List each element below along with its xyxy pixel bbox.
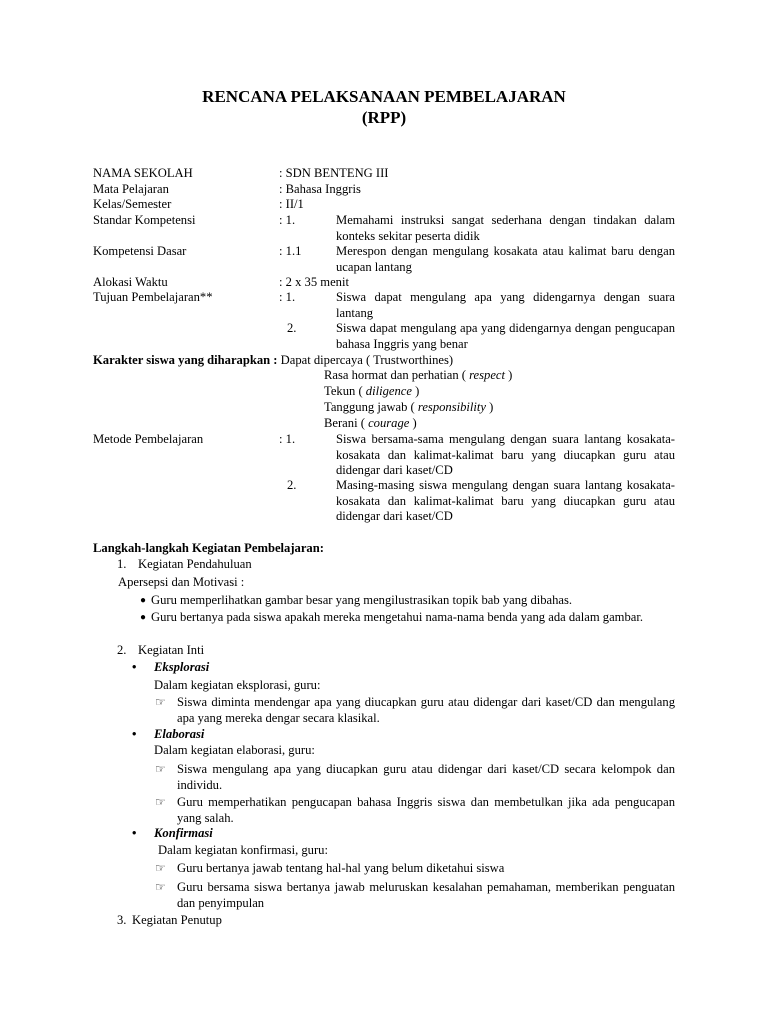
character-5 (324, 416, 417, 432)
character-3-term: diligence (365, 384, 412, 398)
method-text-1: Siswa bersama-sama mengulang dengan suara lantang kosakata-kosakata dan kalimat-kalimat baru yang diucapkan guru atau didengar dari kaset/CD (336, 432, 675, 477)
document-title: RENCANA PELAKSANAAN PEMBELAJARAN (202, 87, 566, 106)
character-2 (324, 368, 512, 384)
pointing-hand-icon: ☞ (155, 795, 166, 809)
steps-heading: Langkah-langkah Kegiatan Pembelajaran: (93, 541, 324, 555)
subject-value: : Bahasa Inggris (279, 182, 361, 196)
row-subject (0, 182, 768, 198)
eksplorasi-title: Eksplorasi (154, 660, 210, 674)
character-4-text: Tanggung jawab ( (324, 400, 418, 414)
class-value: : II/1 (279, 197, 304, 211)
apersepsi-label: Apersepsi dan Motivasi : (118, 575, 245, 589)
bullet-disc-icon: • (132, 727, 137, 741)
step-3-number: 3. (117, 913, 127, 927)
character-line-1 (93, 353, 453, 369)
goal-text-2: Siswa dapat mengulang apa yang didengarnya dengan pengucapan bahasa Inggris yang benar (336, 321, 675, 351)
method-number-1: : 1. (279, 432, 296, 446)
konfirmasi-item-2: Guru bersama siswa bertanya jawab meluruskan kesalahan pemahaman, memberikan penguatan dan penyimpulan (177, 880, 675, 910)
goal-label: Tujuan Pembelajaran** (93, 290, 213, 304)
apersepsi-item-1: Guru memperlihatkan gambar besar yang mengilustrasikan topik bab yang dibahas. (151, 593, 573, 607)
kd-label: Kompetensi Dasar (93, 244, 187, 258)
row-goal-2 (0, 321, 768, 351)
row-goals (0, 290, 768, 320)
character-5-close: ) (409, 416, 417, 430)
row-standard (0, 213, 768, 243)
character-2-close: ) (505, 368, 513, 382)
character-4-close: ) (486, 400, 494, 414)
elaborasi-item-1: Siswa mengulang apa yang diucapkan guru atau didengar dari kaset/CD secara kelompok dan individu. (177, 762, 675, 792)
kd-text: Merespon dengan mengulang kosakata atau kalimat baru dengan ucapan lantang (336, 244, 675, 274)
pointing-hand-icon: ☞ (155, 762, 166, 776)
class-label: Kelas/Semester (93, 197, 172, 211)
kd-number: : 1.1 (279, 244, 302, 258)
step-2-number: 2. (117, 643, 127, 657)
elaborasi-title: Elaborasi (154, 727, 205, 741)
document-subtitle: (RPP) (361, 108, 407, 127)
school-value: : SDN BENTENG III (279, 166, 389, 180)
pointing-hand-icon: ☞ (155, 861, 166, 875)
step-1-label: Kegiatan Pendahuluan (138, 557, 252, 571)
row-class (0, 197, 768, 213)
character-5-term: courage (368, 416, 410, 430)
eksplorasi-item-1: Siswa diminta mendengar apa yang diucapkan guru atau didengar dari kaset/CD dan mengulang apa yang mereka dengar secara klasikal. (177, 695, 675, 725)
konfirmasi-intro: Dalam kegiatan konfirmasi, guru: (158, 843, 328, 857)
character-2-term: respect (469, 368, 506, 382)
character-4 (324, 400, 493, 416)
time-value: : 2 x 35 menit (279, 275, 349, 289)
step-2-label: Kegiatan Inti (138, 643, 205, 657)
step-3-label: Kegiatan Penutup (132, 913, 222, 927)
bullet-disc-icon: • (132, 826, 137, 840)
pointing-hand-icon: ☞ (155, 695, 166, 709)
eksplorasi-intro: Dalam kegiatan eksplorasi, guru: (154, 678, 321, 692)
elaborasi-item-2: Guru memperhatikan pengucapan bahasa Inggris siswa dan membetulkan jika ada pengucapan yang salah. (177, 795, 675, 825)
character-4-term: responsibility (417, 400, 487, 414)
sk-text: Memahami instruksi sangat sederhana dengan tindakan dalam konteks sekitar peserta didik (336, 213, 675, 243)
sk-number: : 1. (279, 213, 296, 227)
method-label: Metode Pembelajaran (93, 432, 204, 446)
bullet-disc-icon: • (132, 660, 137, 674)
character-3 (324, 384, 419, 400)
pointing-hand-icon: ☞ (155, 880, 166, 894)
character-5-text: Berani ( (324, 416, 369, 430)
row-method-2 (0, 478, 768, 523)
subject-label: Mata Pelajaran (93, 182, 169, 196)
character-3-close: ) (411, 384, 420, 398)
character-2-text: Rasa hormat dan perhatian ( (324, 368, 470, 382)
konfirmasi-title: Konfirmasi (154, 826, 213, 840)
goal-number-1: : 1. (279, 290, 296, 304)
bullet-circle-icon: ● (140, 595, 147, 606)
row-time (0, 275, 768, 291)
row-competence (0, 244, 768, 274)
elaborasi-intro: Dalam kegiatan elaborasi, guru: (154, 743, 315, 757)
method-number-2: 2. (287, 478, 297, 492)
step-1-number: 1. (117, 557, 127, 571)
sk-label: Standar Kompetensi (93, 213, 196, 227)
method-text-2: Masing-masing siswa mengulang dengan suara lantang kosakata-kosakata dan kalimat-kalimat baru yang diucapkan guru atau didengar dari kaset/CD (336, 478, 675, 523)
school-label: NAMA SEKOLAH (93, 166, 193, 180)
row-school (0, 166, 768, 182)
bullet-circle-icon: ● (140, 612, 147, 623)
apersepsi-item-2: Guru bertanya pada siswa apakah mereka mengetahui nama-nama benda yang ada dalam gambar. (151, 610, 643, 624)
character-1: Dapat dipercaya ( Trustworthines) (280, 353, 454, 367)
goal-text-1: Siswa dapat mengulang apa yang didengarnya dengan suara lantang (336, 290, 675, 320)
goal-number-2: 2. (287, 321, 297, 335)
row-method (0, 432, 768, 477)
konfirmasi-item-1: Guru bertanya jawab tentang hal-hal yang belum diketahui siswa (177, 861, 505, 875)
character-3-text: Tekun ( (324, 384, 366, 398)
character-label: Karakter siswa yang diharapkan : (93, 353, 278, 367)
time-label: Alokasi Waktu (93, 275, 168, 289)
